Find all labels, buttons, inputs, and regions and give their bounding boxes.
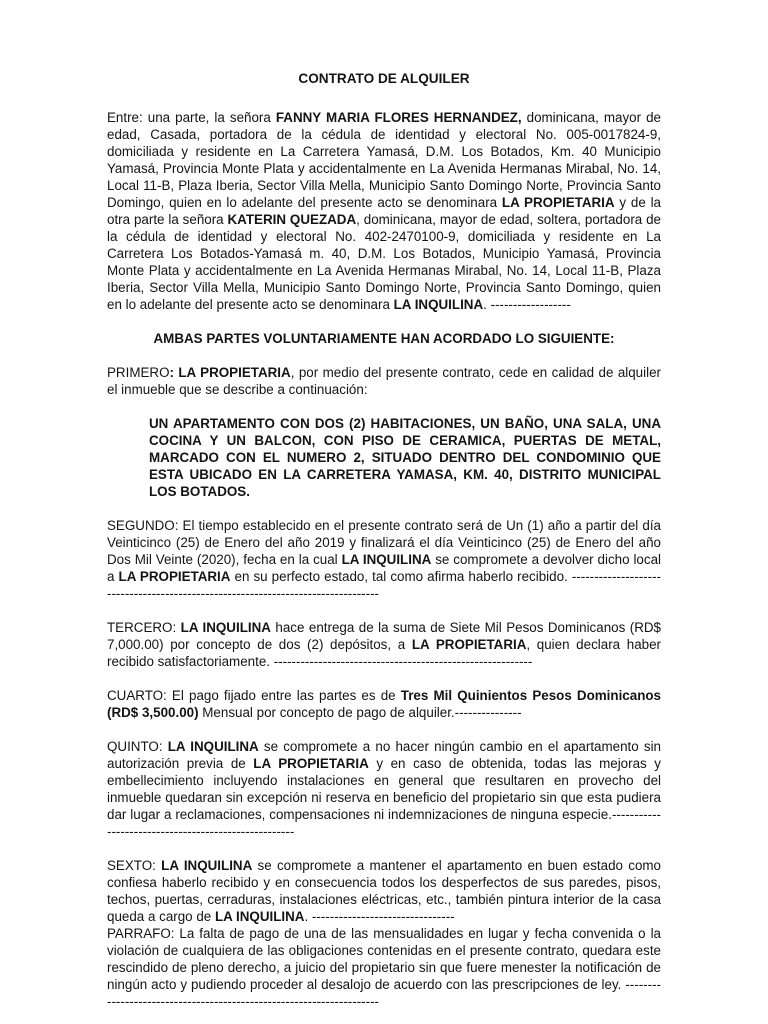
clause-text: . -------------------------------- [304, 909, 455, 924]
clause-text: se compromete a devolver dicho local a [107, 552, 661, 584]
clause-text: CUARTO: El pago fijado entre las partes es de [107, 688, 401, 703]
tenant-role: LA INQUILINA [393, 297, 484, 312]
clause-text: , quien declara haber recibido satisfactoriamente. ---------------------------------------------------------- [107, 637, 662, 669]
clause-bold: LA INQUILINA [214, 909, 305, 924]
clause-bold: LA INQUILINA [167, 739, 259, 754]
clause-bold: : LA PROPIETARIA [169, 365, 291, 380]
document-title: CONTRATO DE ALQUILER [298, 71, 470, 86]
clause-text: TERCERO: [107, 620, 181, 635]
clause-bold: LA PROPIETARIA [118, 569, 231, 584]
clause-quinto [107, 738, 661, 840]
landlord-name: FANNY MARIA FLORES HERNANDEZ, [275, 110, 522, 125]
clause-text: PRIMERO [107, 365, 170, 380]
clause-bold: LA INQUILINA [341, 552, 432, 567]
clause-text: QUINTO: [107, 739, 168, 754]
clause-text: y en caso de obtenida, todas las mejoras y embellecimiento incluyendo instalaciones en general que resultaren en provecho del inmueble quedaran sin excepción ni reserva en beneficio del propietario sin que esta pudiera dar lugar a reclamaciones, compensaciones ni indemnizaciones de ninguna especie.----------------------------------------------------- [107, 756, 661, 839]
intro-text: Entre: una parte, la señora [107, 110, 276, 125]
clause-segundo [107, 517, 661, 602]
landlord-role: LA PROPIETARIA [501, 195, 615, 210]
agreement-heading: AMBAS PARTES VOLUNTARIAMENTE HAN ACORDADO LO SIGUIENTE: [153, 331, 615, 346]
intro-text: dominicana, mayor de edad, Casada, portadora de la cédula de identidad y electoral No. 005-0017824-9, domiciliada y residente en La Carretera Yamasá, D.M. Los Botados, Km. 40 Municipio Yamasá, Provincia Monte Plata y accidentalmente en La Avenida Hermanas Mirabal, No. 14, Local 11-B, Plaza Iberia, Sector Villa Mella, Municipio Santo Domingo Norte, Provincia Santo Domingo, quien en lo adelante del presente acto se denominara [107, 110, 661, 210]
clause-text: en su perfecto estado, tal como afirma haberlo recibido. --------------------------------------------------------------------------------- [107, 569, 661, 601]
clause-tercero [107, 619, 661, 670]
intro-paragraph [107, 109, 661, 313]
clause-text: hace entrega de la suma de Siete Mil Pesos Dominicanos (RD$ 7,000.00) por concepto de dos (2) depósitos, a [107, 620, 661, 652]
intro-text: . ------------------ [483, 297, 571, 312]
clause-text: SEXTO: [107, 858, 162, 873]
intro-text: y de la otra parte la señora [107, 195, 661, 227]
clause-sexto [107, 857, 661, 925]
clause-text: SEGUNDO: El tiempo establecido en el presente contrato será de Un (1) año a partir del día Veinticinco (25) de Enero del año 2019 y finalizará el día Veinticinco (25) de Enero del año Dos Mil Veinte (2020), fecha en la cual [107, 518, 661, 567]
clause-bold: LA INQUILINA [161, 858, 253, 873]
intro-text: , dominicana, mayor de edad, soltera, portadora de la cédula de identidad y electoral No. 402-2470100-9, domiciliada y residente en La Carretera Los Botados-Yamasá m. 40, D.M. Los Botados, Municipio Yamasá, Provincia Monte Plata y accidentalmente en La Avenida Hermanas Mirabal, No. 14, Local 11-B, Plaza Iberia, Sector Villa Mella, Municipio Santo Domingo Norte, Provincia Santo Domingo, quien en lo adelante del presente acto se denominara [107, 212, 662, 312]
property-description: UN APARTAMENTO CON DOS (2) HABITACIONES, UN BAÑO, UNA SALA, UNA COCINA Y UN BALCON, CON PISO DE CERAMICA, PUERTAS DE METAL, MARCADO CON EL NUMERO 2, SITUADO DENTRO DEL CONDOMINIO QUE ESTA UBICADO EN LA CARRETERA YAMASA, KM. 40, DISTRITO MUNICIPAL LOS BOTADOS. [149, 416, 661, 499]
clause-parrafo: PARRAFO: La falta de pago de una de las mensualidades en lugar y fecha convenida o la violación de cualquiera de las obligaciones contenidas en el presente contrato, quedara este rescindido de pleno derecho, a juicio del propietario sin que fuere menester la notificación de ningún acto y pudiendo proceder al desalojo de acuerdo con las prescripciones de ley. --------------------------------------------------------------------- [107, 926, 661, 1009]
clause-bold: LA PROPIETARIA [411, 637, 527, 652]
clause-text: se compromete a mantener el apartamento en buen estado como confiesa haberlo recibido y en consecuencia todos los desperfectos de sus paredes, pisos, techos, puertas, cerraduras, instalaciones eléctricas, etc., también pintura interior de la casa queda a cargo de [107, 858, 662, 924]
clause-bold: LA PROPIETARIA [253, 756, 369, 771]
clause-text: Mensual por concepto de pago de alquiler.--------------- [198, 705, 522, 720]
clause-primero [107, 364, 661, 398]
clause-bold: LA INQUILINA [180, 620, 271, 635]
clause-bold: Tres Mil Quinientos Pesos Dominicanos (RD$ 3,500.00) [107, 688, 662, 720]
clause-text: , por medio del presente contrato, cede en calidad de alquiler el inmueble que se describe a continuación: [107, 365, 661, 397]
clause-cuarto [107, 687, 661, 721]
contract-page [107, 70, 661, 1010]
tenant-name: KATERIN QUEZADA [227, 212, 357, 227]
clause-text: se compromete a no hacer ningún cambio en el apartamento sin autorización previa de [107, 739, 661, 771]
